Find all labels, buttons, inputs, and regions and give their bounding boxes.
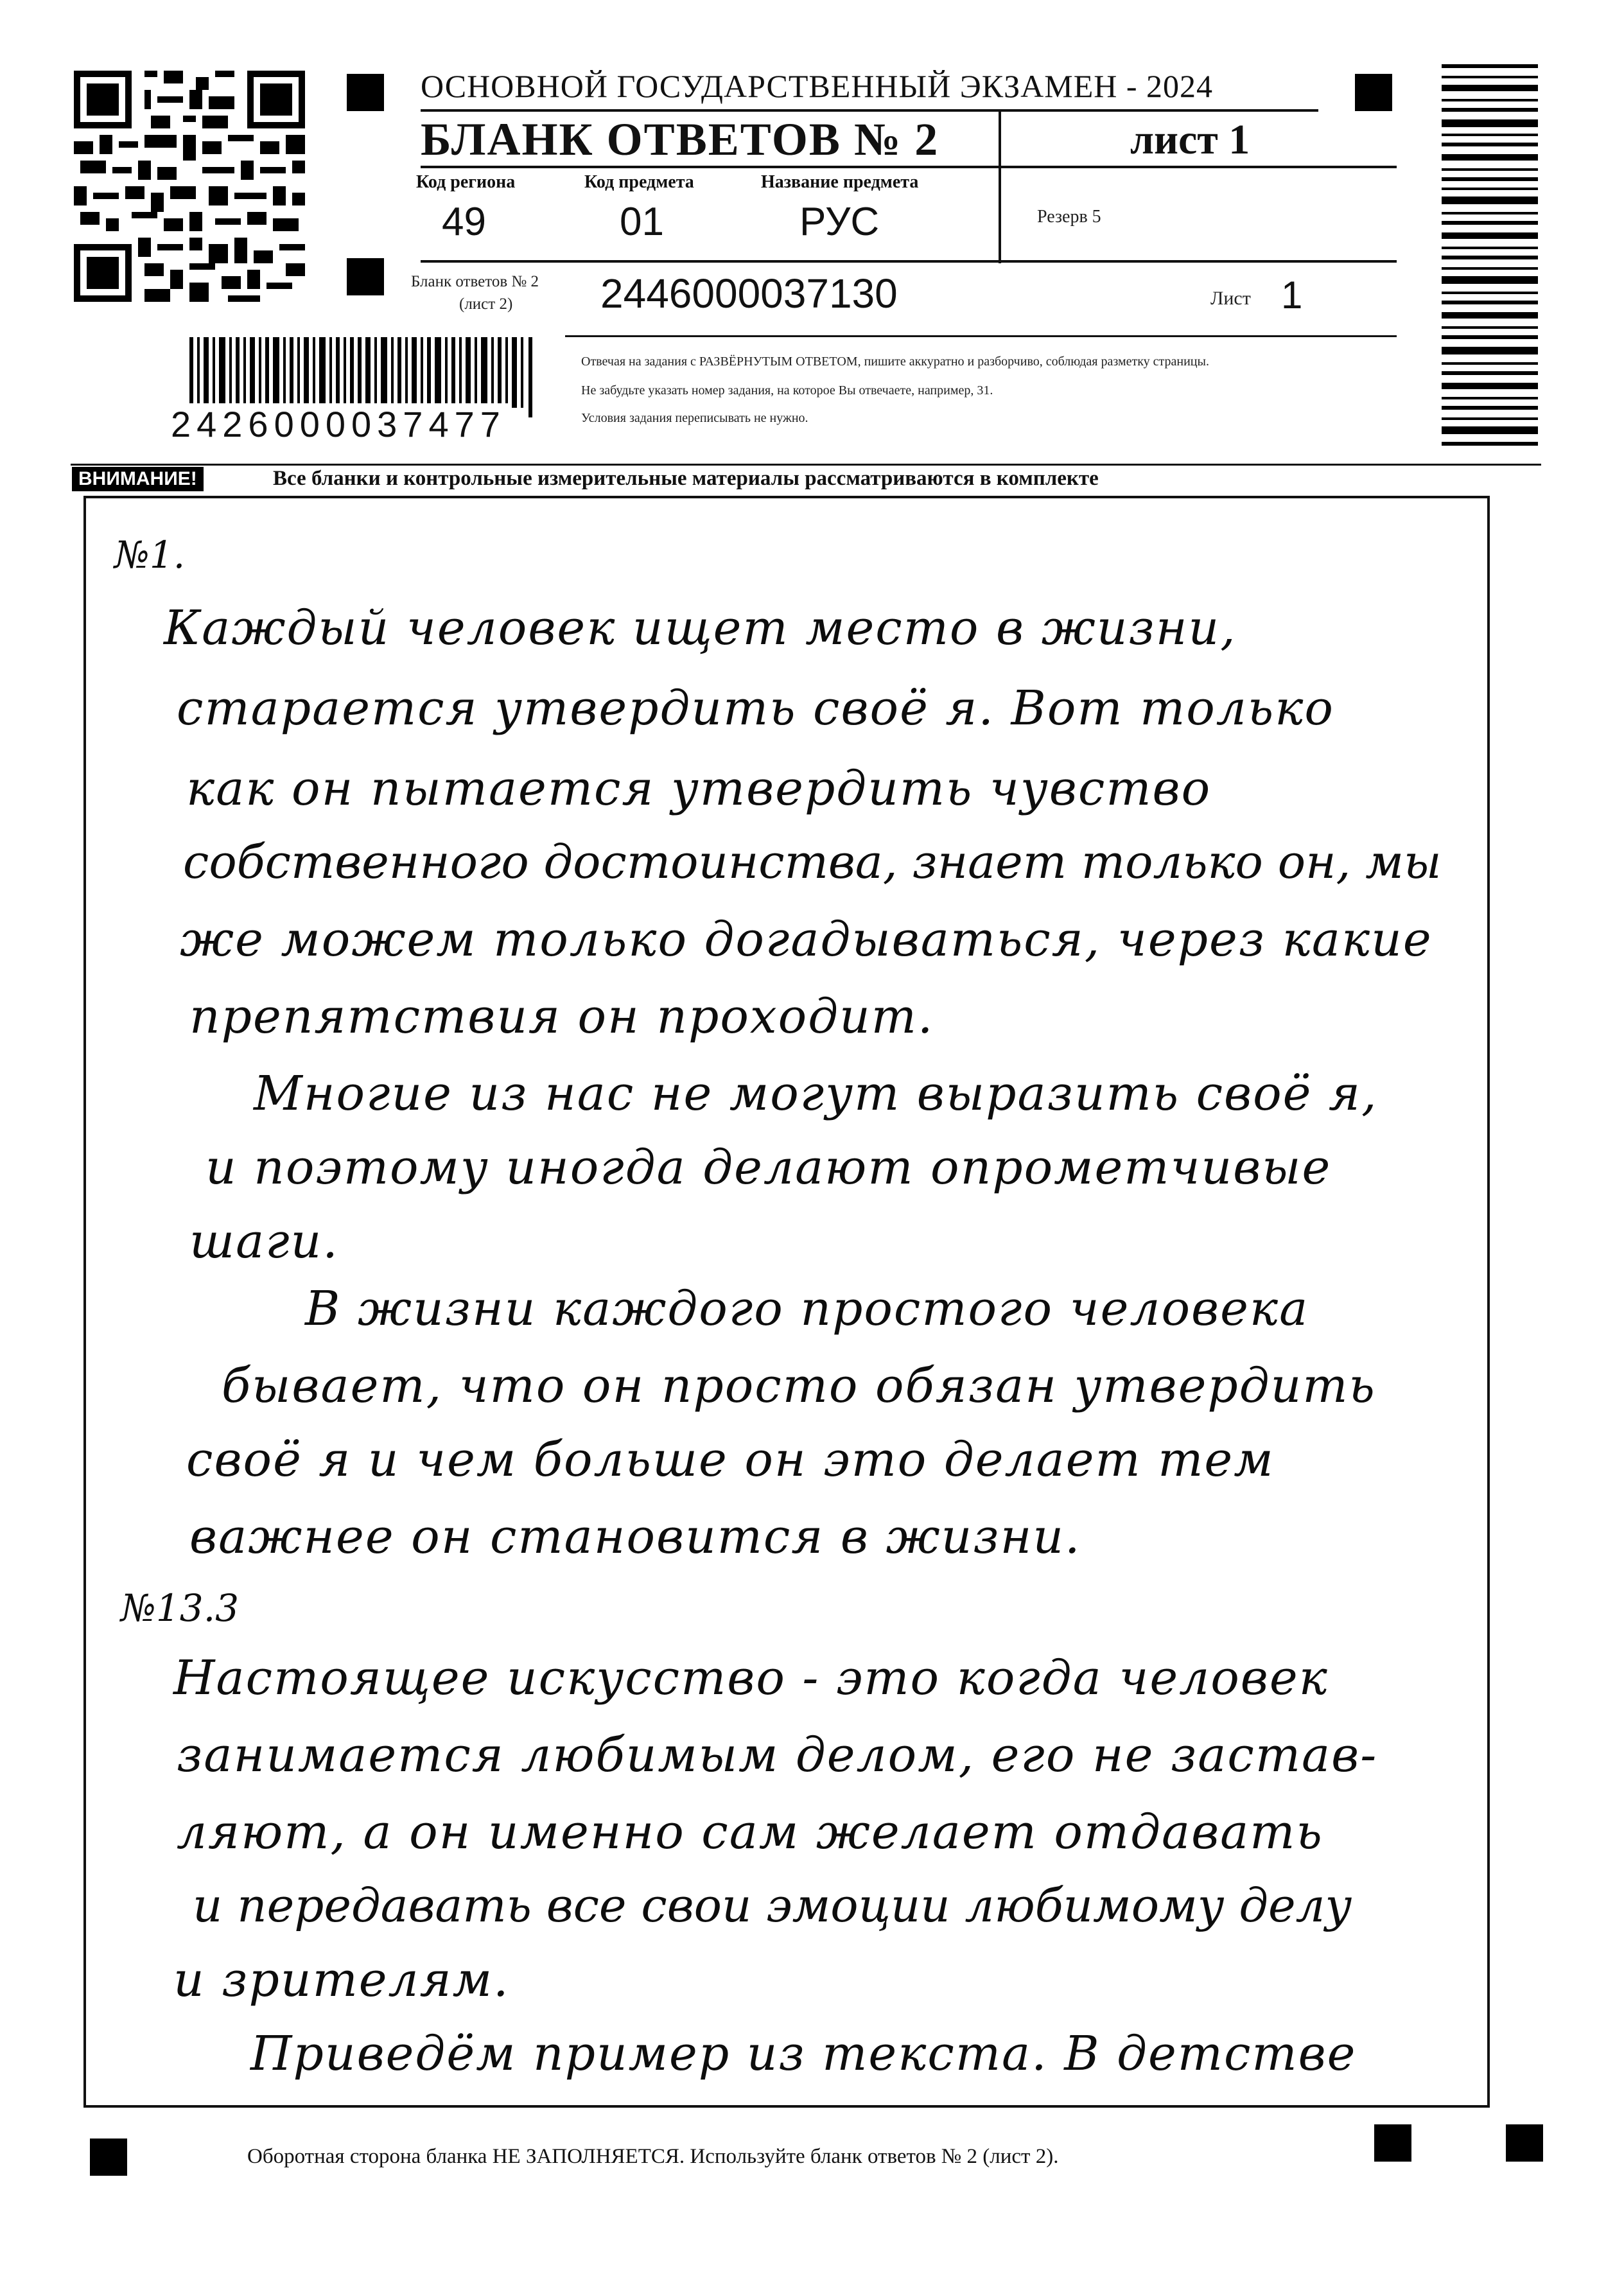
answer-line: Настоящее искусство - это когда человек	[173, 1650, 1329, 1706]
reserve-label: Резерв 5	[1037, 207, 1101, 227]
form-number: 2446000037130	[600, 270, 898, 317]
answer-line: собственного достоинства, знает только он, мы	[183, 835, 1442, 889]
answer-line: и передавать все свои эмоции любимому делу	[193, 1878, 1352, 1932]
exam-title: ОСНОВНОЙ ГОСУДАРСТВЕННЫЙ ЭКЗАМЕН - 2024	[421, 68, 1213, 104]
sheet-label: лист 1	[1130, 116, 1250, 163]
subject-name-value: РУС	[799, 200, 880, 244]
region-value: 49	[442, 200, 486, 244]
sheet-field-value: 1	[1281, 274, 1303, 317]
answer-line: как он пытается утвердить чувство	[186, 761, 1212, 816]
answer-line: же можем только догадываться, через какие	[180, 912, 1433, 967]
answer-line: В жизни каждого простого человека	[305, 1281, 1309, 1336]
instruction-line: Отвечая на задания с РАЗВЁРНУТЫМ ОТВЕТОМ, пишите аккуратно и разборчиво, соблюдая разметку страницы.	[581, 354, 1209, 369]
region-label: Код региона	[416, 172, 516, 192]
alignment-marker	[90, 2138, 127, 2176]
answer-line: бывает, что он просто обязан утвердить	[222, 1358, 1376, 1413]
side-barcode	[1442, 64, 1538, 450]
sheet-field-label: Лист	[1210, 288, 1251, 309]
answer-line: своё я и чем больше он это делает тем	[186, 1432, 1275, 1487]
answer-line: старается утвердить своё я. Вот только	[177, 681, 1334, 736]
notice-rule	[71, 464, 1541, 466]
form2-label-line2: (лист 2)	[459, 295, 513, 313]
alignment-marker	[1506, 2124, 1543, 2162]
task-number: №1.	[114, 533, 186, 577]
header-rule	[565, 335, 1397, 337]
alignment-marker	[1355, 74, 1392, 111]
answer-line: и зрителям.	[173, 1952, 510, 2007]
qr-code	[74, 71, 305, 302]
notice-badge: ВНИМАНИЕ!	[72, 467, 204, 491]
footer-text: Оборотная сторона бланка НЕ ЗАПОЛНЯЕТСЯ. Используйте бланк ответов № 2 (лист 2).	[247, 2145, 1059, 2168]
subject-code-value: 01	[620, 200, 664, 244]
subject-name-label: Название предмета	[761, 172, 919, 192]
answer-line: Приведём пример из текста. В детстве	[250, 2026, 1357, 2081]
barcode-number: 2426000037477	[168, 403, 509, 445]
header-divider	[999, 110, 1001, 263]
alignment-marker	[347, 258, 384, 295]
header-rule	[421, 109, 1318, 112]
form-title: БЛАНК ОТВЕТОВ № 2	[421, 114, 939, 165]
answer-line: и поэтому иногда делают опрометчивые	[205, 1140, 1332, 1195]
subject-code-label: Код предмета	[584, 172, 694, 192]
answer-line: ляют, а он именно сам желает отдавать	[177, 1805, 1323, 1860]
instruction-line: Не забудьте указать номер задания, на которое Вы отвечаете, например, 31.	[581, 383, 993, 398]
header-rule	[421, 166, 1397, 168]
alignment-marker	[347, 74, 384, 111]
form2-label-line1: Бланк ответов № 2	[411, 273, 539, 290]
instruction-line: Условия задания переписывать не нужно.	[581, 411, 808, 425]
answer-line: важнее он становится в жизни.	[189, 1509, 1081, 1564]
header-rule	[421, 260, 1397, 263]
answer-line: шаги.	[189, 1214, 339, 1269]
task-number: №13.3	[121, 1586, 240, 1630]
alignment-marker	[1374, 2124, 1411, 2162]
notice-text: Все бланки и контрольные измерительные материалы рассматриваются в комплекте	[273, 467, 1099, 490]
answer-line: препятствия он проходит.	[189, 989, 934, 1044]
answer-line: Многие из нас не могут выразить своё я,	[254, 1066, 1378, 1121]
answer-line: занимается любимым делом, его не застав-	[177, 1727, 1378, 1783]
answer-line: Каждый человек ищет место в жизни,	[164, 600, 1237, 656]
